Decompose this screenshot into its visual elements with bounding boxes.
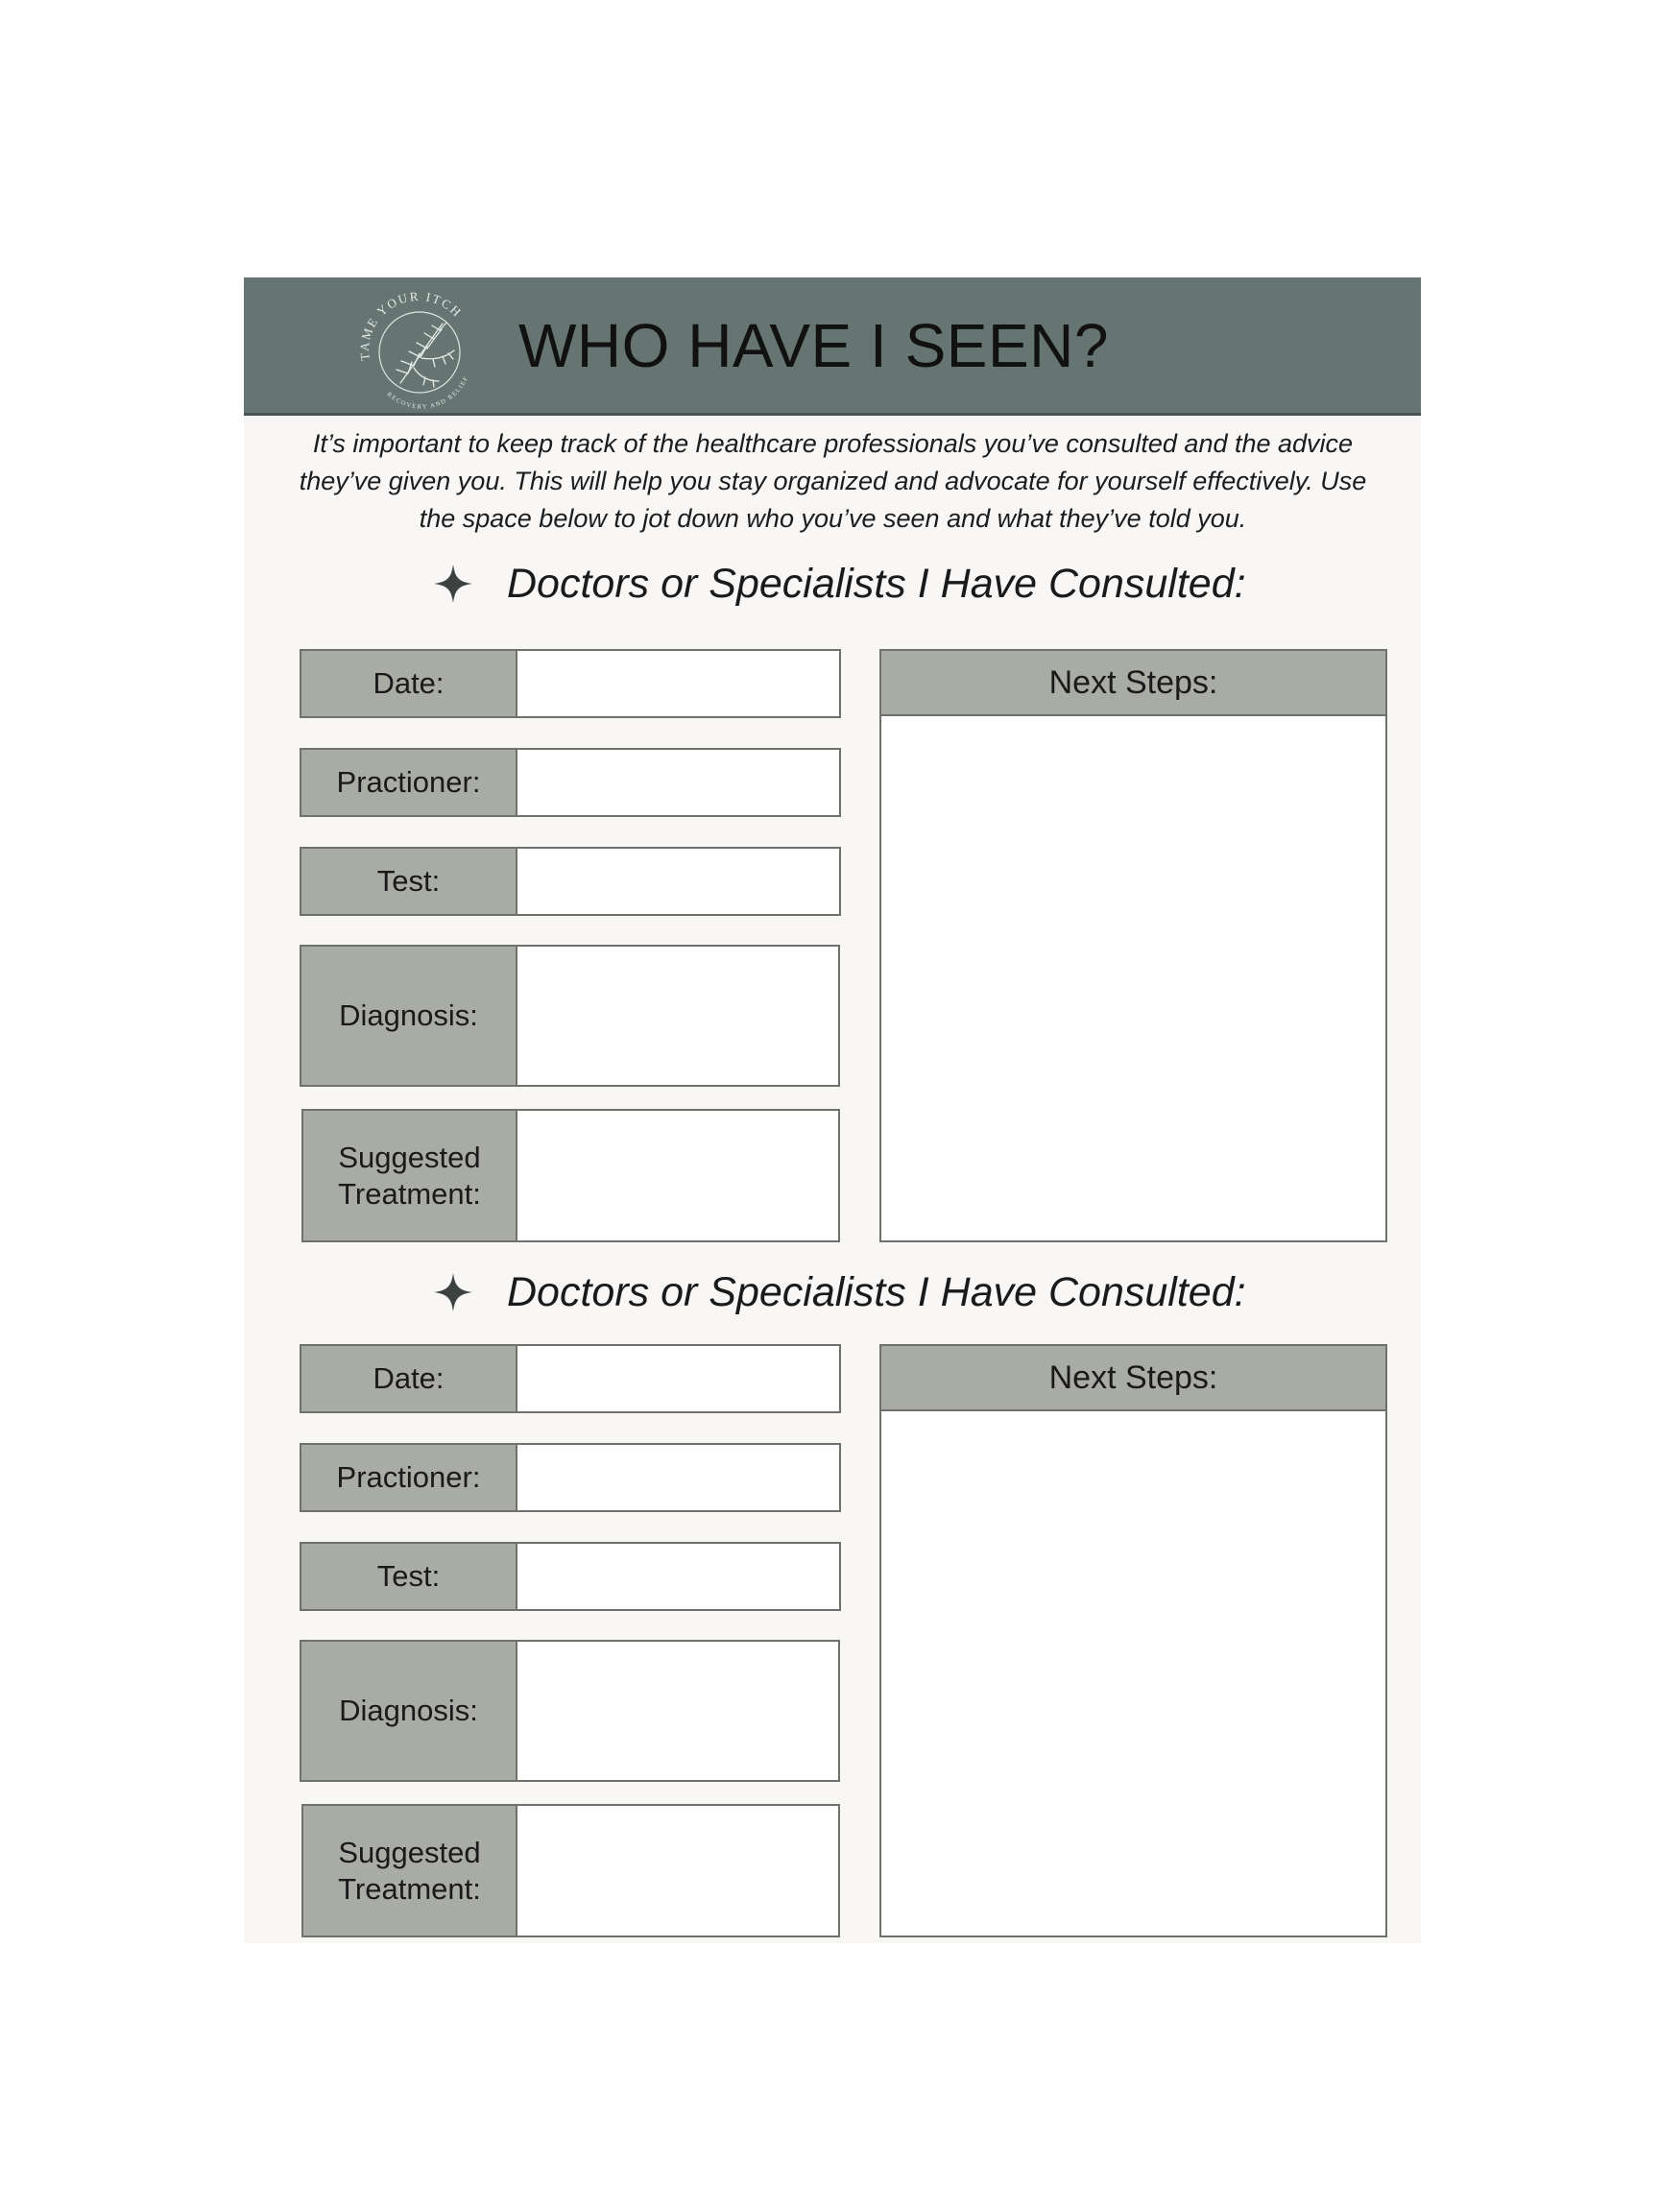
diagnosis-label: Diagnosis: [300,1640,517,1782]
four-point-star-icon [432,563,474,605]
test-input[interactable] [517,847,841,916]
date-input[interactable] [517,649,841,718]
svg-text:RECOVERY AND RELIEF [386,374,470,410]
date-label: Date: [300,1344,517,1413]
next-steps-header: Next Steps: [879,1344,1387,1411]
suggested-treatment-input[interactable] [517,1804,840,1937]
section-1-title: Doctors or Specialists I Have Consulted: [507,561,1246,607]
diagnosis-input[interactable] [517,945,840,1087]
suggested-treatment-label: Suggested Treatment: [301,1109,517,1242]
page-title: WHO HAVE I SEEN? [518,311,1109,380]
four-point-star-icon [432,1271,474,1313]
practitioner-label: Practioner: [300,748,517,817]
next-steps-notes[interactable] [879,1411,1387,1937]
logo-arc-top-text: TAME YOUR ITCH [356,288,466,362]
suggested-treatment-label: Suggested Treatment: [301,1804,517,1937]
diagnosis-input[interactable] [517,1640,840,1782]
date-input[interactable] [517,1344,841,1413]
test-input[interactable] [517,1542,841,1611]
test-label: Test: [300,1542,517,1611]
test-label: Test: [300,847,517,916]
logo-arc-bottom-text: RECOVERY AND RELIEF [385,374,470,411]
botanical-sprig-icon [397,323,454,387]
next-steps-notes[interactable] [879,716,1387,1242]
diagnosis-label: Diagnosis: [300,945,517,1087]
suggested-treatment-input[interactable] [517,1109,840,1242]
practitioner-label: Practioner: [300,1443,517,1512]
intro-paragraph: It’s important to keep track of the healthcare professionals you’ve consulted and the advice they’ve given you. This will help you stay organized and advocate for yourself effectively. Use the space below to jot down who you’ve seen and what they’ve told you. [299,429,1367,533]
date-label: Date: [300,649,517,718]
practitioner-input[interactable] [517,748,841,817]
next-steps-header: Next Steps: [879,649,1387,716]
practitioner-input[interactable] [517,1443,841,1512]
logo-seal [345,281,494,416]
section-2-title: Doctors or Specialists I Have Consulted: [507,1269,1246,1315]
